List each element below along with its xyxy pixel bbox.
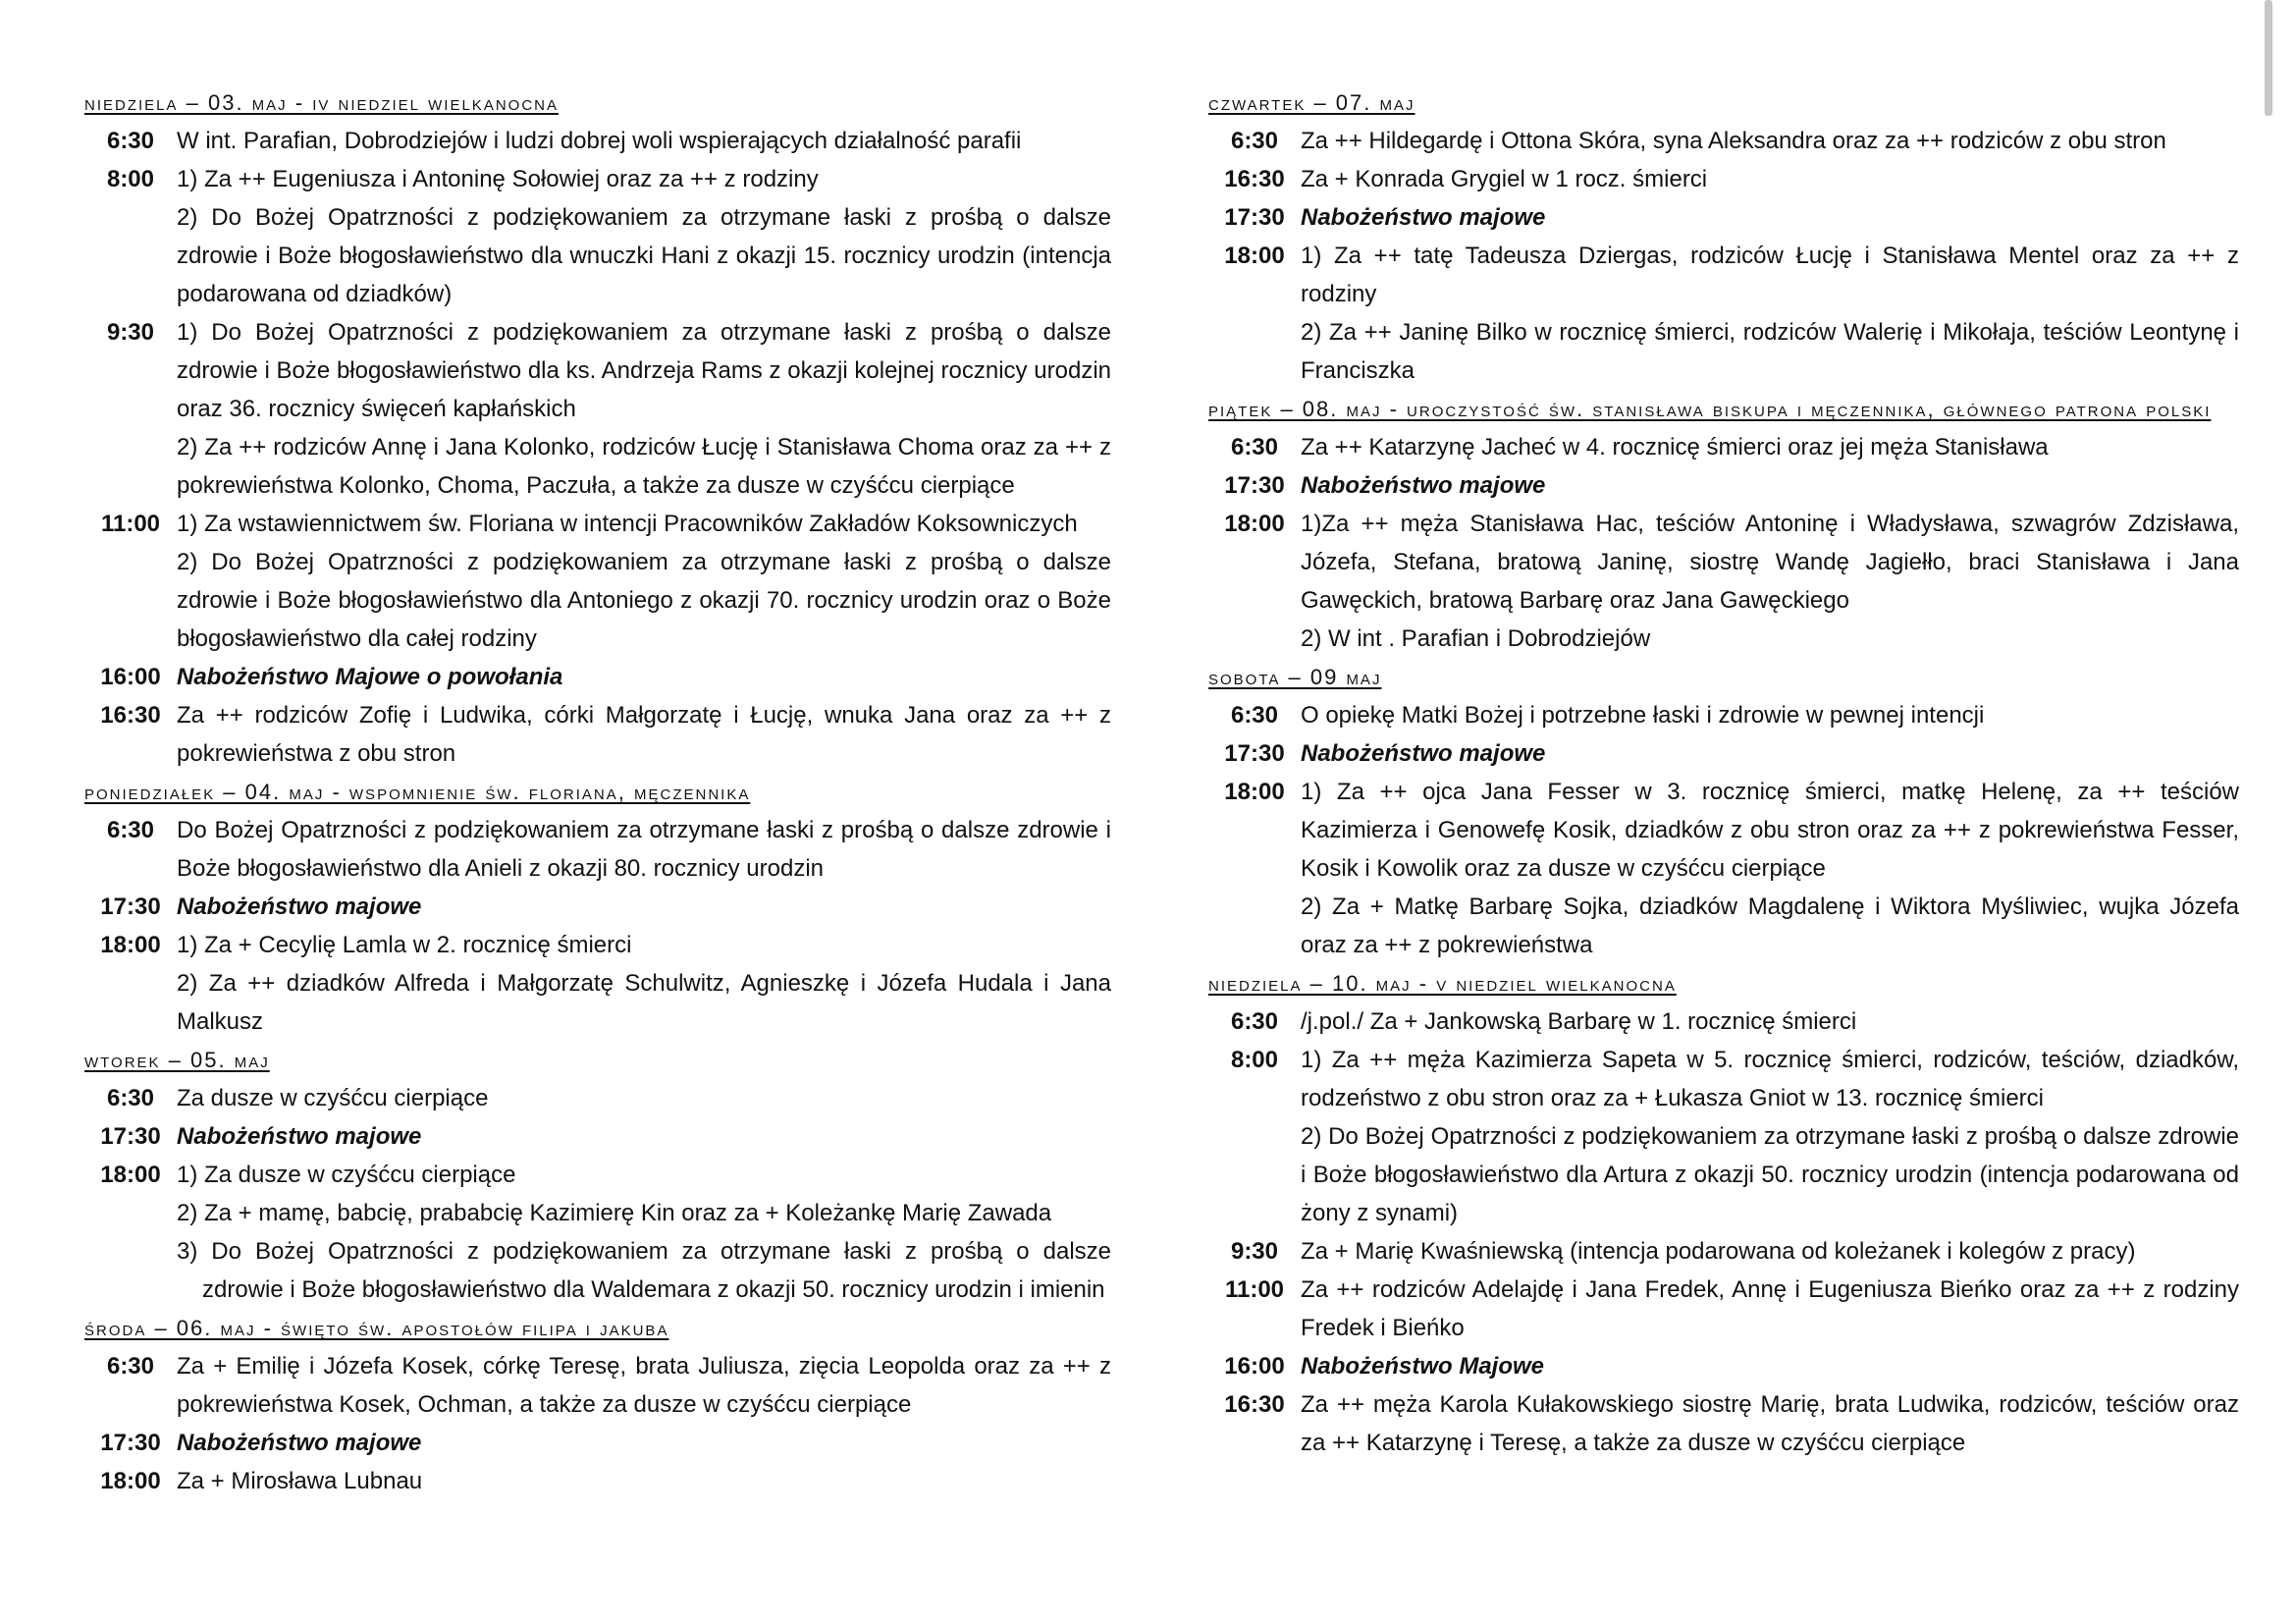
intention-text: 2) W int . Parafian i Dobrodziejów xyxy=(1301,625,1651,652)
mass-entry xyxy=(84,1347,1111,1424)
mass-entry xyxy=(84,160,1111,313)
devotion-title: Nabożeństwo majowe xyxy=(177,893,422,920)
day-block xyxy=(1208,83,2239,390)
mass-entry xyxy=(84,696,1111,773)
mass-time: 8:00 xyxy=(1230,1047,1279,1073)
intention-list xyxy=(1301,122,2239,160)
intention-text: Za + Marię Kwaśniewską (intencja podarowana od koleżanek i kolegów z pracy) xyxy=(1301,1238,2136,1265)
day-header: środa – 06. maj - święto św. apostołów filipa i jakuba xyxy=(84,1316,669,1340)
mass-time: 16:30 xyxy=(1224,1391,1285,1418)
day-block xyxy=(1208,658,2239,964)
intention-list xyxy=(1301,1347,2239,1385)
mass-entry xyxy=(1208,428,2239,466)
mass-time: 16:00 xyxy=(1224,1353,1285,1380)
intention-list xyxy=(1301,160,2239,198)
intention-list xyxy=(177,313,1111,505)
mass-time: 18:00 xyxy=(1224,511,1285,537)
mass-time: 9:30 xyxy=(106,319,155,346)
intention-text: 1) Za ++ Eugeniusza i Antoninę Sołowiej oraz za ++ z rodziny xyxy=(177,166,819,192)
intention-list xyxy=(177,888,1111,926)
mass-entry xyxy=(84,1079,1111,1117)
mass-time: 6:30 xyxy=(106,1353,155,1380)
mass-entry xyxy=(1208,696,2239,734)
mass-entry xyxy=(1208,773,2239,964)
intention-text: 1) Za wstawiennictwem św. Floriana w intencji Pracowników Zakładów Koksowniczych xyxy=(177,511,1078,537)
mass-time: 18:00 xyxy=(1224,779,1285,805)
mass-entry xyxy=(84,1117,1111,1156)
intention-list xyxy=(1301,734,2239,773)
mass-entry xyxy=(1208,198,2239,237)
day-block xyxy=(84,773,1111,1041)
devotion-title: Nabożeństwo Majowe xyxy=(1301,1353,1545,1380)
mass-time: 18:00 xyxy=(1224,243,1285,269)
intention-list xyxy=(177,1079,1111,1117)
mass-time: 6:30 xyxy=(106,1085,155,1111)
intention-text: Za ++ rodziców Adelajdę i Jana Fredek, Annę i Eugeniusza Bieńko oraz za ++ z rodziny Fredek i Bieńko xyxy=(1301,1276,2239,1341)
mass-time: 6:30 xyxy=(106,817,155,843)
intention-list xyxy=(1301,1002,2239,1041)
mass-time: 6:30 xyxy=(1230,1008,1279,1035)
intention-text: 2) Do Bożej Opatrzności z podziękowaniem za otrzymane łaski z prośbą o dalsze zdrowie i Boże błogosławieństwo dla Artura z okazji 50. rocznicy urodzin (intencja podarowana od żony z synami) xyxy=(1301,1123,2239,1226)
intention-text: W int. Parafian, Dobrodziejów i ludzi dobrej woli wspierających działalność parafii xyxy=(177,128,1022,154)
mass-time: 16:00 xyxy=(100,664,161,690)
devotion-title: Nabożeństwo majowe xyxy=(177,1430,422,1456)
mass-time: 17:30 xyxy=(1224,472,1285,499)
mass-time: 17:30 xyxy=(100,1430,161,1456)
mass-entry xyxy=(84,505,1111,658)
intention-list xyxy=(177,1347,1111,1424)
intention-text: Za dusze w czyśćcu cierpiące xyxy=(177,1085,489,1111)
intention-list xyxy=(1301,428,2239,466)
mass-time: 17:30 xyxy=(100,1123,161,1150)
intention-list xyxy=(1301,696,2239,734)
mass-time: 17:30 xyxy=(100,893,161,920)
mass-entry xyxy=(1208,1002,2239,1041)
intention-text: 1) Za ++ ojca Jana Fesser w 3. rocznicę śmierci, matkę Helenę, za ++ teściów Kazimierza i Genowefę Kosik, dziadków z obu stron oraz za ++ z pokrewieństwa Fesser, Kosik i Kowolik oraz za dusze w czyśćcu cierpiące xyxy=(1301,779,2239,882)
mass-entry xyxy=(84,1424,1111,1462)
mass-time: 8:00 xyxy=(106,166,155,192)
intention-list xyxy=(177,160,1111,313)
right-column xyxy=(1208,83,2239,1462)
mass-time: 17:30 xyxy=(1224,204,1285,231)
mass-time: 18:00 xyxy=(100,932,161,958)
day-header: piątek – 08. maj - uroczystość św. stanisława biskupa i męczennika, głównego patrona polski xyxy=(1208,397,2212,421)
intention-text: Za + Konrada Grygiel w 1 rocz. śmierci xyxy=(1301,166,1708,192)
intention-text: 2) Do Bożej Opatrzności z podziękowaniem za otrzymane łaski z prośbą o dalsze zdrowie i Boże błogosławieństwo dla wnuczki Hani z okazji 15. rocznicy urodzin (intencja podarowana od dziadków) xyxy=(177,204,1111,307)
day-header: niedziela – 10. maj - v niedziel wielkanocna xyxy=(1208,971,1677,996)
intention-list xyxy=(1301,237,2239,390)
day-header: czwartek – 07. maj xyxy=(1208,90,1415,115)
devotion-title: Nabożeństwo Majowe o powołania xyxy=(177,664,563,690)
intention-text: 1) Za ++ tatę Tadeusza Dziergas, rodziców Łucję i Stanisława Mentel oraz za ++ z rodziny xyxy=(1301,243,2239,307)
intention-list xyxy=(1301,505,2239,658)
devotion-title: Nabożeństwo majowe xyxy=(1301,204,1546,231)
intention-text: 1) Za + Cecylię Lamla w 2. rocznicę śmierci xyxy=(177,932,632,958)
intention-text: 1)Za ++ męża Stanisława Hac, teściów Antoninę i Władysława, szwagrów Zdzisława, Józefa, Stefana, bratową Janinę, siostrę Wandę Jagiełło, braci Stanisława i Jana Gawęckich, bratową Barbarę oraz Jana Gawęckiego xyxy=(1301,511,2239,614)
intention-text: Za ++ Katarzynę Jacheć w 4. rocznicę śmierci oraz jej męża Stanisława xyxy=(1301,434,2049,460)
mass-entry xyxy=(84,1156,1111,1309)
intention-text: 3) Do Bożej Opatrzności z podziękowaniem za otrzymane łaski z prośbą o dalsze zdrowie i Boże błogosławieństwo dla Waldemara z okazji 50. rocznicy urodzin i imienin xyxy=(177,1238,1111,1303)
devotion-title: Nabożeństwo majowe xyxy=(1301,740,1546,767)
mass-time: 18:00 xyxy=(100,1162,161,1188)
mass-time: 9:30 xyxy=(1230,1238,1279,1265)
mass-entry xyxy=(1208,1041,2239,1232)
mass-entry xyxy=(1208,122,2239,160)
mass-entry xyxy=(84,811,1111,888)
intention-list xyxy=(177,926,1111,1041)
intention-text: 1) Za ++ męża Kazimierza Sapeta w 5. rocznicę śmierci, rodziców, teściów, dziadków, rodzeństwo z obu stron oraz za + Łukasza Gniot w 13. rocznicę śmierci xyxy=(1301,1047,2239,1111)
mass-entry xyxy=(84,313,1111,505)
mass-entry xyxy=(1208,160,2239,198)
devotion-title: Nabożeństwo majowe xyxy=(1301,472,1546,499)
day-block xyxy=(84,83,1111,773)
mass-time: 6:30 xyxy=(1230,128,1279,154)
intention-text: Do Bożej Opatrzności z podziękowaniem za otrzymane łaski z prośbą o dalsze zdrowie i Boże błogosławieństwo dla Anieli z okazji 80. rocznicy urodzin xyxy=(177,817,1111,882)
intention-list xyxy=(1301,1041,2239,1232)
mass-entry xyxy=(84,122,1111,160)
intention-list xyxy=(177,658,1111,696)
mass-time: 16:30 xyxy=(1224,166,1285,192)
mass-entry xyxy=(84,658,1111,696)
day-header: wtorek – 05. maj xyxy=(84,1048,270,1072)
intention-text: Za + Emilię i Józefa Kosek, córkę Teresę, brata Juliusza, zięcia Leopolda oraz za ++ z pokrewieństwa Kosek, Ochman, a także za dusze w czyśćcu cierpiące xyxy=(177,1353,1111,1418)
intention-list xyxy=(177,505,1111,658)
intention-text: Za + Mirosława Lubnau xyxy=(177,1468,423,1494)
mass-time: 18:00 xyxy=(100,1468,161,1494)
day-block xyxy=(84,1041,1111,1309)
intention-text: O opiekę Matki Bożej i potrzebne łaski i zdrowie w pewnej intencji xyxy=(1301,702,1985,729)
devotion-title: Nabożeństwo majowe xyxy=(177,1123,422,1150)
mass-entry xyxy=(84,926,1111,1041)
intention-list xyxy=(177,1156,1111,1309)
day-header: poniedziałek – 04. maj - wspomnienie św. floriana, męczennika xyxy=(84,780,751,804)
intention-list xyxy=(177,1424,1111,1462)
mass-entry xyxy=(1208,1271,2239,1347)
intention-list xyxy=(1301,466,2239,505)
intention-text: 2) Za ++ dziadków Alfreda i Małgorzatę Schulwitz, Agnieszkę i Józefa Hudala i Jana Malkusz xyxy=(177,970,1111,1035)
mass-entry xyxy=(1208,1232,2239,1271)
mass-entry xyxy=(1208,466,2239,505)
day-header: niedziela – 03. maj - iv niedziel wielkanocna xyxy=(84,90,559,115)
intention-list xyxy=(1301,198,2239,237)
intention-list xyxy=(177,122,1111,160)
intention-list xyxy=(177,696,1111,773)
mass-entry xyxy=(84,888,1111,926)
intention-text: Za ++ męża Karola Kułakowskiego siostrę Marię, brata Ludwika, rodziców, teściów oraz za ++ Katarzynę i Teresę, a także za dusze w czyśćcu cierpiące xyxy=(1301,1391,2239,1456)
mass-time: 6:30 xyxy=(1230,702,1279,729)
mass-time: 11:00 xyxy=(100,511,161,537)
intention-text: Za ++ rodziców Zofię i Ludwika, córki Małgorzatę i Łucję, wnuka Jana oraz za ++ z pokrewieństwa z obu stron xyxy=(177,702,1111,767)
mass-entry xyxy=(1208,237,2239,390)
mass-time: 17:30 xyxy=(1224,740,1285,767)
intention-text: 2) Za ++ rodziców Annę i Jana Kolonko, rodziców Łucję i Stanisława Choma oraz za ++ z pokrewieństwa Kolonko, Choma, Paczuła, a także za dusze w czyśćcu cierpiące xyxy=(177,434,1111,499)
mass-time: 16:30 xyxy=(100,702,161,729)
scrollbar-thumb[interactable] xyxy=(2265,0,2272,116)
intention-text: 2) Do Bożej Opatrzności z podziękowaniem za otrzymane łaski z prośbą o dalsze zdrowie i Boże błogosławieństwo dla Antoniego z okazji 70. rocznicy urodzin oraz o Boże błogosławieństwo dla całej rodziny xyxy=(177,549,1111,652)
mass-time: 6:30 xyxy=(1230,434,1279,460)
mass-time: 6:30 xyxy=(106,128,155,154)
intention-text: 2) Za ++ Janinę Bilko w rocznicę śmierci, rodziców Walerię i Mikołaja, teściów Leontynę i Franciszka xyxy=(1301,319,2239,384)
mass-entry xyxy=(1208,1347,2239,1385)
intention-list xyxy=(1301,1385,2239,1462)
intention-text: /j.pol./ Za + Jankowską Barbarę w 1. rocznicę śmierci xyxy=(1301,1008,1857,1035)
intention-text: Za ++ Hildegardę i Ottona Skóra, syna Aleksandra oraz za ++ rodziców z obu stron xyxy=(1301,128,2166,154)
mass-entry xyxy=(84,1462,1111,1500)
left-column xyxy=(84,83,1111,1500)
intention-list xyxy=(177,811,1111,888)
intention-text: 2) Za + mamę, babcię, prababcię Kazimierę Kin oraz za + Koleżankę Marię Zawada xyxy=(177,1200,1052,1226)
mass-entry xyxy=(1208,505,2239,658)
intention-list xyxy=(1301,1271,2239,1347)
day-block xyxy=(84,1309,1111,1500)
intention-list xyxy=(1301,773,2239,964)
day-block xyxy=(1208,964,2239,1462)
intention-list xyxy=(177,1462,1111,1500)
day-header: sobota – 09 maj xyxy=(1208,665,1382,689)
mass-entry xyxy=(1208,1385,2239,1462)
intention-text: 2) Za + Matkę Barbarę Sojka, dziadków Magdalenę i Wiktora Myśliwiec, wujka Józefa oraz za ++ z pokrewieństwa xyxy=(1301,893,2239,958)
mass-entry xyxy=(1208,734,2239,773)
intention-list xyxy=(1301,1232,2239,1271)
intention-text: 1) Za dusze w czyśćcu cierpiące xyxy=(177,1162,516,1188)
day-block xyxy=(1208,390,2239,658)
intention-list xyxy=(177,1117,1111,1156)
intention-text: 1) Do Bożej Opatrzności z podziękowaniem za otrzymane łaski z prośbą o dalsze zdrowie i Boże błogosławieństwo dla ks. Andrzeja Rams z okazji kolejnej rocznicy urodzin oraz 36. rocznicy święceń kapłańskich xyxy=(177,319,1111,422)
mass-time: 11:00 xyxy=(1224,1276,1285,1303)
